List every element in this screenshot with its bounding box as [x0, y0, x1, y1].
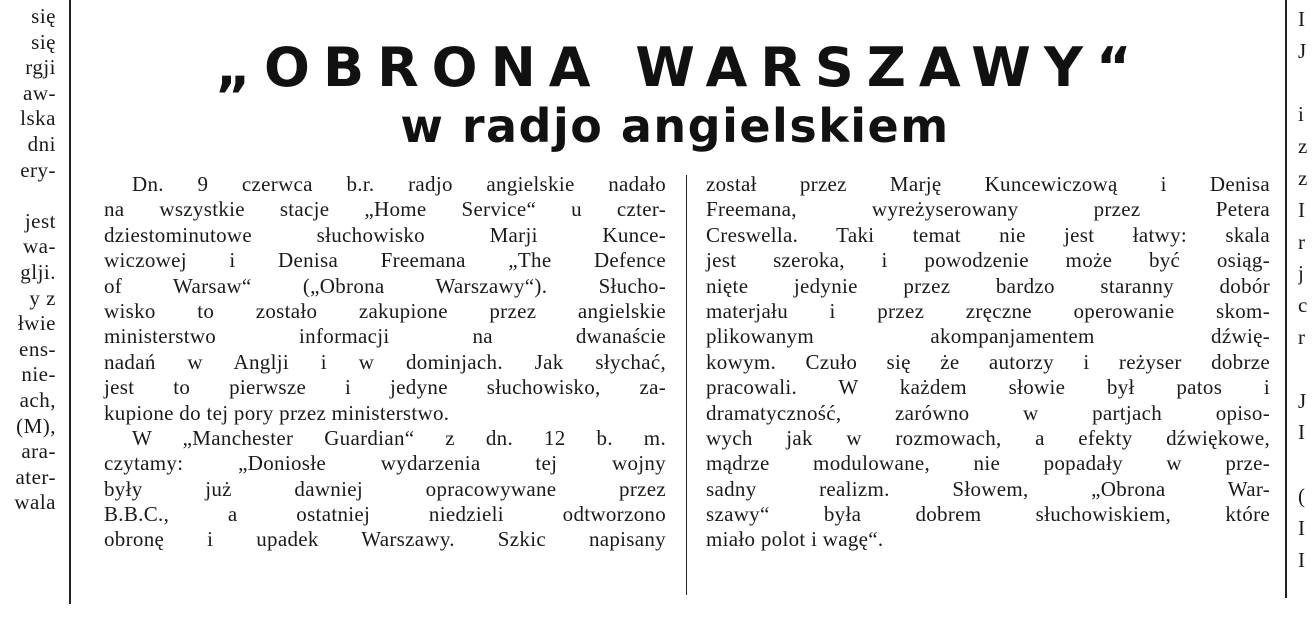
left-column-line: dni — [27, 131, 56, 156]
article-column-2 — [706, 172, 1270, 553]
article-line: Dn. 9 czerwca b.r. radjo angielskie nadało — [132, 172, 666, 196]
left-column-line: się — [31, 4, 56, 28]
left-column-line: się — [31, 29, 56, 54]
article-line: nadań w Anglji i w dominjach. Jak słychać, — [104, 349, 666, 374]
article-line: Creswella. Taki temat nie jest łatwy: skala — [706, 222, 1270, 247]
right-column-line — [1298, 68, 1313, 100]
article-line: czytamy: „Doniosłe wydarzenia tej wojny — [104, 451, 666, 476]
right-column-line: i — [1298, 102, 1304, 127]
right-column-line: r — [1298, 229, 1305, 254]
left-column-line: ens- — [19, 336, 56, 361]
article-line: kowym. Czuło się że autorzy i reżyser dobrze — [706, 349, 1270, 374]
column-divider-middle — [686, 175, 687, 595]
article-line: jest to pierwsze i jedyne słuchowisko, za- — [104, 375, 666, 400]
left-column-line: y z — [29, 285, 56, 310]
article-line: były już dawniej opracowywane przez — [104, 476, 666, 501]
left-column-line: wa- — [23, 234, 56, 259]
article-line: nięte jedynie przez bardzo staranny dobór — [706, 273, 1270, 298]
left-column-line: lska — [20, 106, 56, 131]
article-line: szawy“ była dobrem słuchowiskiem, które — [706, 502, 1270, 527]
article-line: materjału i przez zręczne operowanie skom- — [706, 298, 1270, 323]
left-column-line: wala — [14, 490, 56, 515]
article-subtitle: w radjo angielskiem — [400, 99, 950, 153]
left-column-line: aw- — [23, 80, 56, 105]
left-column-line — [0, 183, 56, 209]
right-column-line: z — [1298, 134, 1308, 159]
article-column-1 — [104, 172, 666, 553]
left-column-line: łwie — [17, 311, 56, 336]
article-line: obronę i upadek Warszawy. Szkic napisany — [104, 527, 666, 552]
right-column-line: I — [1298, 7, 1305, 31]
article-line: wiczowej i Denisa Freemana „The Defence — [104, 248, 666, 273]
right-column-line — [1298, 449, 1313, 481]
article-line: of Warsaw“ („Obrona Warszawy“). Słucho- — [104, 273, 666, 298]
article-line: miało polot i wagę“. — [706, 527, 884, 552]
left-column-line: rgji — [25, 55, 56, 80]
article-line: Freemana, wyreżyserowany przez Petera — [706, 197, 1270, 222]
left-column-line: jest — [24, 208, 56, 233]
right-column-line: I — [1298, 197, 1305, 222]
article-line: dziestominutowe słuchowisko Marji Kunce- — [104, 222, 666, 247]
right-column-line: j — [1298, 261, 1304, 286]
article-line: wych jak w rozmowach, a efekty dźwiękowe, — [706, 425, 1270, 450]
article-line: dramatyczność, zarówno w partjach opiso- — [706, 400, 1270, 425]
article-line: sadny realizm. Słowem, „Obrona War- — [706, 476, 1270, 501]
article-line: jest szeroka, i powodzenie może być osiąg- — [706, 248, 1270, 273]
right-column-line: ( — [1298, 483, 1305, 508]
article-line: ministerstwo informacji na dwanaście — [104, 324, 666, 349]
left-column-line: glji. — [20, 259, 56, 284]
right-column-line: J — [1298, 388, 1307, 413]
right-column-line — [1298, 354, 1313, 386]
article-line: mądrze modulowane, nie popadały w prze- — [706, 451, 1270, 476]
article-line: na wszystkie stacje „Home Service“ u czter- — [104, 197, 666, 222]
right-column-line: r — [1298, 324, 1305, 349]
right-column-line: z — [1298, 165, 1308, 190]
column-divider-right — [1285, 0, 1287, 598]
left-column-line: nie- — [21, 362, 56, 387]
right-column-line: c — [1298, 293, 1308, 318]
left-column-fragment — [0, 4, 56, 516]
right-column-line: I — [1298, 515, 1305, 540]
left-column-line: ara- — [21, 439, 56, 464]
article-line: wisko to zostało zakupione przez angielskie — [104, 298, 666, 323]
right-column-line: I — [1298, 420, 1305, 445]
column-divider-left — [69, 0, 71, 604]
article-line: pracowali. W każdem słowie był patos i — [706, 375, 1270, 400]
right-column-line: J — [1298, 38, 1307, 63]
right-column-fragment — [1298, 4, 1313, 576]
article-title: „OBRONA WARSZAWY“ — [215, 36, 1145, 99]
left-column-line: ater- — [15, 464, 56, 489]
article-line: W „Manchester Guardian“ z dn. 12 b. m. — [132, 425, 666, 450]
article-line: plikowanym akompanjamentem dźwię- — [706, 324, 1270, 349]
article-line: B.B.C., a ostatniej niedzieli odtworzono — [104, 502, 666, 527]
right-column-line: I — [1298, 547, 1305, 572]
left-column-line: (M), — [16, 413, 56, 438]
left-column-line: ach, — [19, 387, 56, 412]
left-column-line: ery- — [20, 157, 56, 182]
article-line: został przez Marję Kuncewiczową i Denisa — [706, 172, 1270, 196]
article-line: kupione do tej pory przez ministerstwo. — [104, 400, 450, 425]
